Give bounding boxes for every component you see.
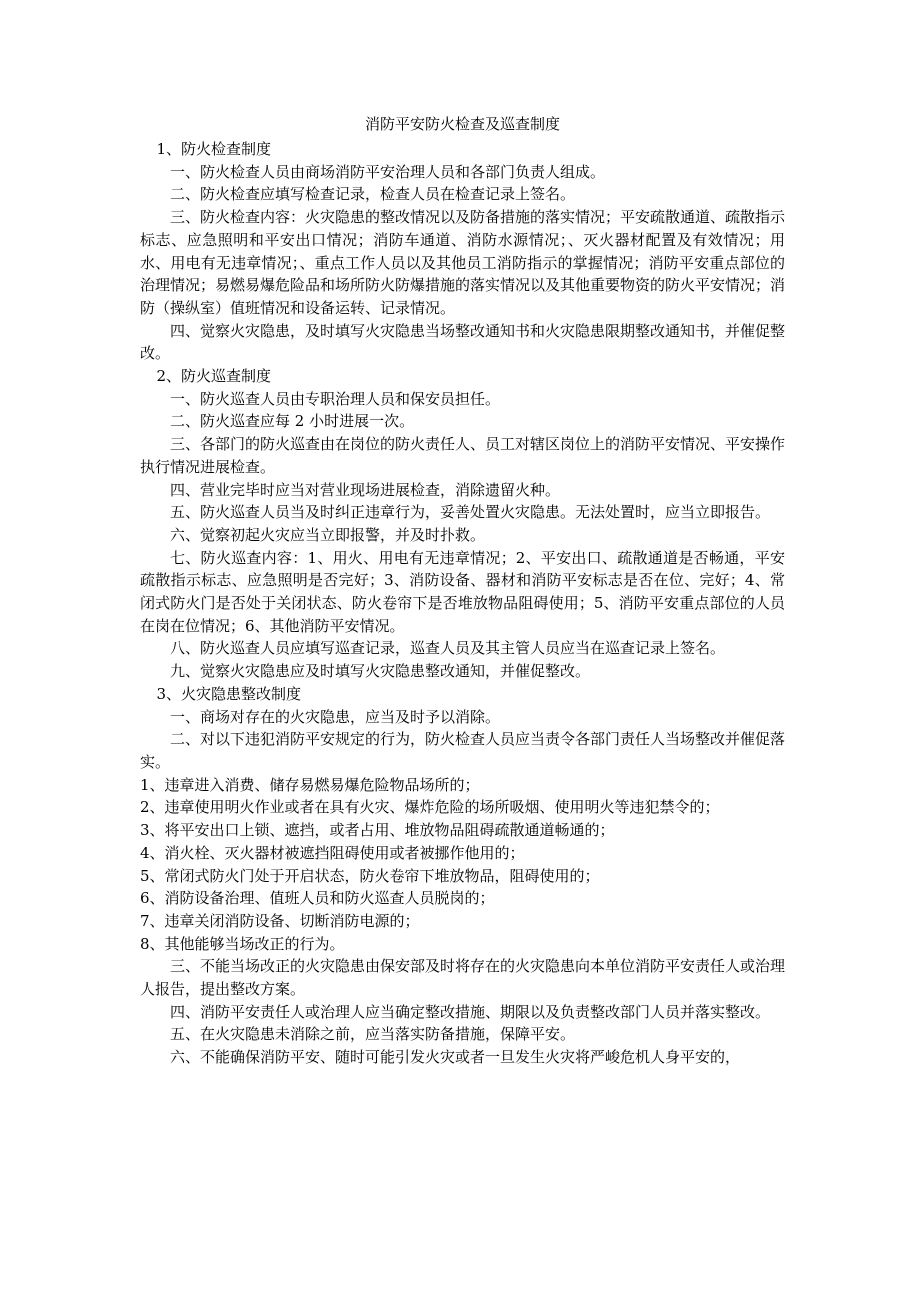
body-paragraph: 四、消防平安责任人或治理人应当确定整改措施、期限以及负责整改部门人员并落实整改。 [170, 1002, 771, 1021]
document-title: 消防平安防火检查及巡查制度 [364, 115, 560, 133]
body-paragraph: 一、防火检查人员由商场消防平安治理人员和各部门负责人组成。 [170, 162, 606, 181]
section-heading: 1、防火检查制度 [156, 140, 272, 158]
section-heading: 2、防火巡查制度 [156, 367, 272, 386]
body-paragraph: 二、防火检查应填写检查记录，检查人员在检查记录上签名。 [170, 185, 576, 204]
body-paragraph: 五、防火巡查人员当及时纠正违章行为，妥善处置火灾隐患。无法处置时，应当立即报告。 [170, 503, 771, 522]
body-paragraph: 二、防火巡查应每 2 小时进展一次。 [170, 412, 415, 431]
body-paragraph: 三、各部门的防火巡查由在岗位的防火责任人、员工对辖区岗位上的消防平安情况、平安操作执行情况进展检查。 [140, 435, 786, 476]
body-paragraph: 四、觉察火灾隐患，及时填写火灾隐患当场整改通知书和火灾隐患限期整改通知书，并催促整改。 [140, 321, 786, 363]
section-heading: 3、火灾隐患整改制度 [156, 684, 302, 703]
body-paragraph: 一、防火巡查人员由专职治理人员和保安员担任。 [170, 389, 501, 408]
body-paragraph: 七、防火巡查内容：1、用火、用电有无违章情况；2、平安出口、疏散通道是否畅通，平安疏散指示标志、应急照明是否完好；3、消防设备、器材和消防平安标志是否在位、完好；4、常闭式防火门是否处于关闭状态、防火卷帘下是否堆放物品阻碍使用；5、消防平安重点部位的人员在岗在位情况；6、其他消防平安情况。 [140, 548, 785, 635]
body-paragraph: 二、对以下违犯消防平安规定的行为，防火检查人员应当责令各部门责任人当场整改并催促落实。 [140, 730, 786, 771]
body-paragraph: 八、防火巡查人员应填写巡查记录，巡查人员及其主管人员应当在巡查记录上签名。 [170, 639, 726, 658]
list-item: 4、消火栓、灭火器材被遮挡阻碍使用或者被挪作他用的； [140, 843, 525, 862]
body-paragraph: 四、营业完毕时应当对营业现场进展检查，消除遗留火种。 [170, 480, 561, 499]
list-item: 8、其他能够当场改正的行为。 [140, 934, 345, 953]
body-paragraph: 六、不能确保消防平安、随时可能引发火灾或者一旦发生火灾将严峻危机人身平安的， [170, 1048, 741, 1067]
document-page [140, 110, 785, 1069]
list-item: 5、常闭式防火门处于开启状态，防火卷帘下堆放物品，阻碍使用的； [140, 866, 600, 885]
list-item: 2、违章使用明火作业或者在具有火灾、爆炸危险的场所吸烟、使用明火等违犯禁令的； [140, 798, 720, 817]
list-item: 1、违章进入消费、储存易燃易爆危险物品场所的； [140, 775, 480, 794]
list-item: 3、将平安出口上锁、遮挡，或者占用、堆放物品阻碍疏散通道畅通的； [140, 821, 615, 840]
list-item: 7、违章关闭消防设备、切断消防电源的； [140, 911, 420, 930]
body-paragraph: 三、防火检查内容：火灾隐患的整改情况以及防备措施的落实情况；平安疏散通道、疏散指示标志、应急照明和平安出口情况；消防车通道、消防水源情况；、灭火器材配置及有效情况；用水、用电有无违章情况；、重点工作人员以及其他员工消防指示的掌握情况；消防平安重点部位的治理情况；易燃易爆危险品和场所防火防爆措施的落实情况以及其他重要物资的防火平安情况；消防（操纵室）值班情况和设备运转、记录情况。 [140, 208, 786, 317]
document-body [140, 138, 785, 1069]
body-paragraph: 六、觉察初起火灾应当立即报警，并及时扑救。 [170, 525, 486, 544]
body-paragraph: 一、商场对存在的火灾隐患，应当及时予以消除。 [170, 707, 501, 726]
list-item: 6、消防设备治理、值班人员和防火巡查人员脱岗的； [140, 889, 495, 908]
body-paragraph: 五、在火灾隐患未消除之前，应当落实防备措施，保障平安。 [170, 1025, 576, 1044]
body-paragraph: 三、不能当场改正的火灾隐患由保安部及时将存在的火灾隐患向本单位消防平安责任人或治理人报告，提出整改方案。 [140, 957, 786, 999]
body-paragraph: 九、觉察火灾隐患应及时填写火灾隐患整改通知，并催促整改。 [170, 662, 591, 681]
